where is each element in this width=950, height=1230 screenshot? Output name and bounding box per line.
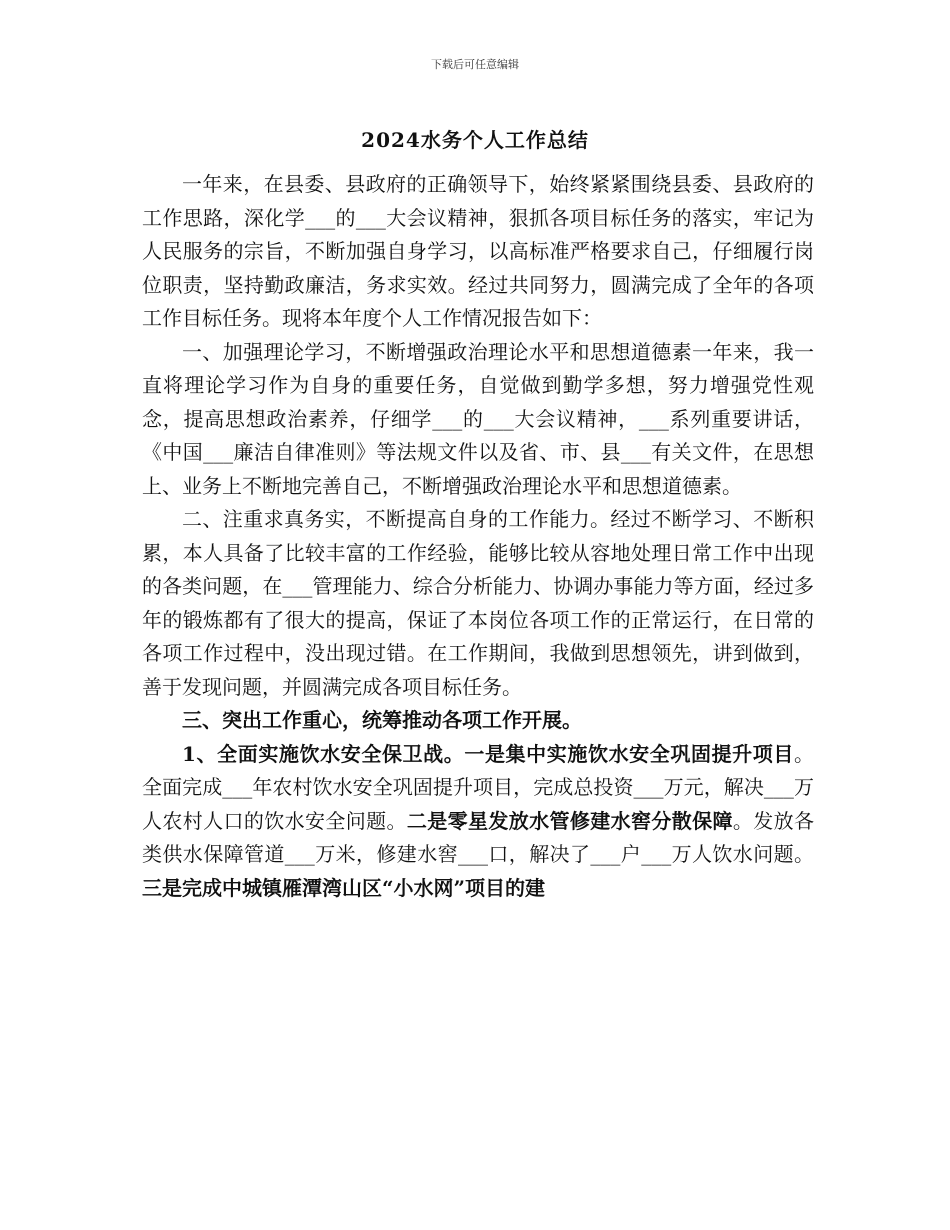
bold-run-3: 三是完成中城镇雁潭湾山区“小水网”项目的建 [142, 875, 546, 900]
paragraph-section-heading: 三、突出工作重心，统筹推动各项工作开展。 [182, 708, 582, 732]
header-note: 下载后可任意编辑 [431, 58, 519, 71]
paragraph-work-ability: 二、注重求真务实，不断提高自身的工作能力。经过不断学习、不断积累，本人具备了比较丰富的工作经验，能够比较从容地处理日常工作中出现的各类问题，在___管理能力、综合分析能力、协调办事能力等方面，经过多年的锻炼都有了很大的提高，保证了本岗位各项工作的正常运行，在日常的各项工作过程中，没出现过错。在工作期间，我做到思想领先，讲到做到，善于发现问题，并圆满完成各项目标任务。 [142, 507, 814, 699]
text-run-1: 。全面完成___年农村饮水安全巩固提升项目，完成总投资___万元，解决___万人农村人口的饮水安全问题。 [142, 741, 814, 833]
document-body [142, 168, 814, 905]
bold-run-1: 1、全面实施饮水安全保卫战。一是集中实施饮水安全巩固提升项目 [182, 741, 794, 766]
document-title: 2024水务个人工作总结 [361, 128, 589, 152]
text-run-2: 。发放各类供水保障管道___万米，修建水窖___口，解决了___户___万人饮水问题。 [142, 808, 814, 866]
paragraph-water-safety [142, 738, 814, 906]
paragraph-theory-study: 一、加强理论学习，不断增强政治理论水平和思想道德素一年来，我一直将理论学习作为自身的重要任务，自觉做到勤学多想，努力增强党性观念，提高思想政治素养，仔细学___的___大会议精神，___系列重要讲话，《中国___廉洁自律准则》等法规文件以及省、市、县___有关文件，在思想上、业务上不断地完善自己，不断增强政治理论水平和思想道德素。 [142, 339, 814, 498]
bold-run-2: 二是零星发放水管修建水窖分散保障 [406, 808, 733, 833]
paragraph-intro: 一年来，在县委、县政府的正确领导下，始终紧紧围绕县委、县政府的工作思路，深化学___的___大会议精神，狠抓各项目标任务的落实，牢记为人民服务的宗旨，不断加强自身学习，以高标准严格要求自己，仔细履行岗位职责，坚持勤政廉洁，务求实效。经过共同努力，圆满完成了全年的各项工作目标任务。现将本年度个人工作情况报告如下： [142, 172, 814, 330]
